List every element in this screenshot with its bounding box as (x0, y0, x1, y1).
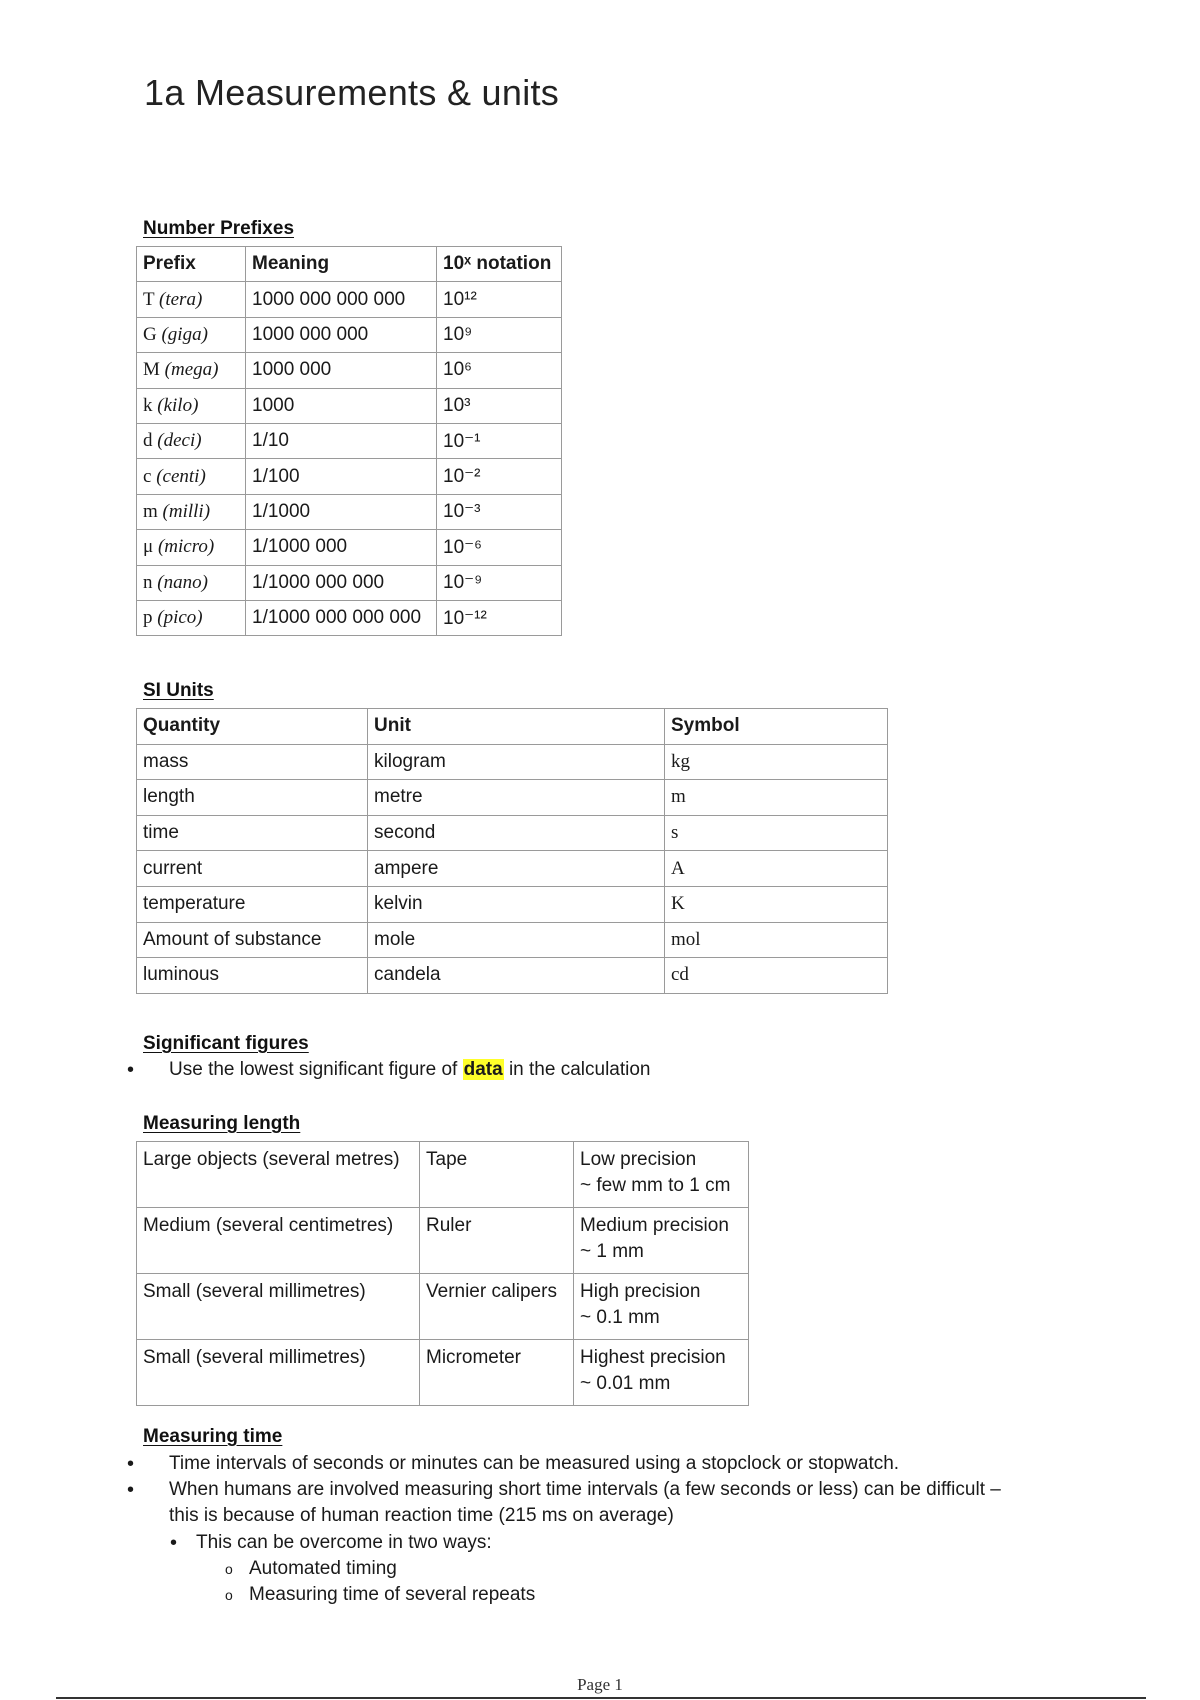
prefix-name: (pico) (157, 607, 203, 629)
column-header: Prefix (137, 247, 246, 282)
list-item (143, 1477, 1001, 1529)
symbol-cell: m (665, 780, 888, 816)
column-header: Symbol (665, 709, 888, 745)
prefix-symbol: μ (143, 536, 154, 558)
bullet-text: When humans are involved measuring short time intervals (a few seconds or less) can be difficult – (169, 1479, 1001, 1500)
symbol-cell: s (665, 815, 888, 851)
precision-range: ~ 1 mm (580, 1241, 644, 1262)
list-item: • Time intervals of seconds or minutes can be measured using a stopclock or stopwatch. (143, 1451, 1001, 1477)
table-row (137, 922, 888, 958)
table-row (137, 958, 888, 994)
symbol-cell: kg (665, 744, 888, 780)
table-row (137, 600, 562, 635)
prefix-symbol: n (143, 571, 153, 593)
prefix-cell (137, 600, 246, 635)
table-header-row (137, 247, 562, 282)
notation-cell: 10⁻⁶ (437, 530, 562, 565)
prefix-cell (137, 353, 246, 388)
table-row (137, 780, 888, 816)
bullet-text: in the calculation (508, 1059, 651, 1080)
quantity-cell: time (137, 815, 368, 851)
notation-cell: 10⁻² (437, 459, 562, 494)
meaning-cell: 1/10 (246, 423, 437, 458)
precision-label: Medium precision (580, 1215, 729, 1236)
precision-cell (574, 1142, 749, 1208)
list-item (143, 1057, 651, 1083)
table-row (137, 282, 562, 317)
symbol-cell: K (665, 886, 888, 922)
table-row (137, 494, 562, 529)
page-number: Page 1 (577, 1675, 623, 1694)
prefix-name: (centi) (156, 465, 206, 487)
prefix-name: (kilo) (157, 394, 199, 416)
unit-cell: ampere (368, 851, 665, 887)
prefix-cell (137, 459, 246, 494)
meaning-cell: 1/1000 000 000 (246, 565, 437, 600)
notation-cell: 10⁻⁹ (437, 565, 562, 600)
prefix-symbol: m (143, 500, 158, 522)
number-prefixes-table (136, 246, 562, 636)
prefix-name: (tera) (159, 288, 203, 310)
prefix-symbol: T (143, 288, 155, 310)
table-row (137, 1208, 749, 1274)
symbol-cell: cd (665, 958, 888, 994)
meaning-cell: 1000 000 000 (246, 317, 437, 352)
table-row (137, 886, 888, 922)
table-row (137, 1142, 749, 1208)
unit-cell: kelvin (368, 886, 665, 922)
tool-cell: Micrometer (420, 1340, 574, 1406)
precision-range: ~ 0.1 mm (580, 1307, 660, 1328)
unit-cell: kilogram (368, 744, 665, 780)
meaning-cell: 1/1000 (246, 494, 437, 529)
prefix-name: (nano) (157, 571, 208, 593)
prefix-name: (mega) (164, 359, 219, 381)
measuring-time-list (143, 1451, 1001, 1529)
meaning-cell: 1/1000 000 (246, 530, 437, 565)
column-header: 10ˣ notation (437, 247, 562, 282)
table-row (137, 1340, 749, 1406)
footer-divider (56, 1697, 1146, 1699)
symbol-cell: mol (665, 922, 888, 958)
prefix-symbol: M (143, 359, 160, 381)
page-title: 1a Measurements & units (144, 72, 560, 113)
object-size-cell: Medium (several centimetres) (137, 1208, 420, 1274)
table-row (137, 851, 888, 887)
prefix-cell (137, 530, 246, 565)
precision-cell (574, 1208, 749, 1274)
significant-figures-heading: Significant figures (143, 1033, 309, 1054)
prefix-symbol: d (143, 430, 153, 452)
prefix-name: (micro) (157, 536, 215, 558)
measuring-time-heading: Measuring time (143, 1426, 283, 1447)
prefix-cell (137, 317, 246, 352)
precision-cell (574, 1340, 749, 1406)
prefix-cell (137, 388, 246, 423)
prefix-symbol: k (143, 394, 153, 416)
measuring-time-subsublist (223, 1556, 535, 1608)
bullet-text: this is because of human reaction time (215 ms on average) (169, 1505, 674, 1526)
quantity-cell: temperature (137, 886, 368, 922)
quantity-cell: luminous (137, 958, 368, 994)
notation-cell: 10⁹ (437, 317, 562, 352)
meaning-cell: 1000 (246, 388, 437, 423)
meaning-cell: 1/1000 000 000 000 (246, 600, 437, 635)
precision-range: ~ 0.01 mm (580, 1373, 671, 1394)
precision-label: Low precision (580, 1149, 697, 1170)
table-row (137, 815, 888, 851)
precision-cell (574, 1274, 749, 1340)
meaning-cell: 1/100 (246, 459, 437, 494)
tool-cell: Tape (420, 1142, 574, 1208)
table-header-row (137, 709, 888, 745)
bullet-text: Use the lowest significant figure of (169, 1059, 458, 1080)
prefix-symbol: c (143, 465, 152, 487)
significant-figures-list (143, 1057, 651, 1083)
list-item: o Measuring time of several repeats (223, 1582, 535, 1608)
notation-cell: 10⁻³ (437, 494, 562, 529)
unit-cell: second (368, 815, 665, 851)
unit-cell: metre (368, 780, 665, 816)
si-units-table (136, 708, 888, 994)
prefix-name: (deci) (157, 430, 202, 452)
prefix-cell (137, 282, 246, 317)
quantity-cell: Amount of substance (137, 922, 368, 958)
precision-label: High precision (580, 1281, 701, 1302)
unit-cell: mole (368, 922, 665, 958)
measuring-length-table (136, 1141, 749, 1406)
notation-cell: 10⁻¹ (437, 423, 562, 458)
table-row (137, 388, 562, 423)
table-row (137, 459, 562, 494)
table-row (137, 565, 562, 600)
object-size-cell: Small (several millimetres) (137, 1340, 420, 1406)
prefix-symbol: G (143, 323, 157, 345)
list-item: o Automated timing (223, 1556, 535, 1582)
number-prefixes-heading: Number Prefixes (143, 218, 295, 239)
prefix-cell (137, 423, 246, 458)
precision-label: Highest precision (580, 1347, 726, 1368)
si-units-heading: SI Units (143, 680, 214, 701)
notation-cell: 10⁻¹² (437, 600, 562, 635)
meaning-cell: 1000 000 000 000 (246, 282, 437, 317)
table-row (137, 353, 562, 388)
tool-cell: Vernier calipers (420, 1274, 574, 1340)
prefix-symbol: p (143, 607, 153, 629)
list-item: • This can be overcome in two ways: (170, 1530, 492, 1556)
column-header: Quantity (137, 709, 368, 745)
unit-cell: candela (368, 958, 665, 994)
object-size-cell: Small (several millimetres) (137, 1274, 420, 1340)
prefix-name: (milli) (162, 500, 211, 522)
prefix-cell (137, 565, 246, 600)
table-row (137, 1274, 749, 1340)
table-row (137, 530, 562, 565)
notation-cell: 10⁶ (437, 353, 562, 388)
highlighted-word: data (463, 1059, 503, 1080)
object-size-cell: Large objects (several metres) (137, 1142, 420, 1208)
table-row (137, 423, 562, 458)
quantity-cell: current (137, 851, 368, 887)
notation-cell: 10¹² (437, 282, 562, 317)
table-row (137, 317, 562, 352)
measuring-length-heading: Measuring length (143, 1113, 301, 1134)
symbol-cell: A (665, 851, 888, 887)
table-row (137, 744, 888, 780)
tool-cell: Ruler (420, 1208, 574, 1274)
column-header: Unit (368, 709, 665, 745)
meaning-cell: 1000 000 (246, 353, 437, 388)
notation-cell: 10³ (437, 388, 562, 423)
measuring-time-sublist (170, 1530, 492, 1556)
quantity-cell: mass (137, 744, 368, 780)
precision-range: ~ few mm to 1 cm (580, 1175, 731, 1196)
prefix-name: (giga) (161, 323, 208, 345)
quantity-cell: length (137, 780, 368, 816)
prefix-cell (137, 494, 246, 529)
column-header: Meaning (246, 247, 437, 282)
